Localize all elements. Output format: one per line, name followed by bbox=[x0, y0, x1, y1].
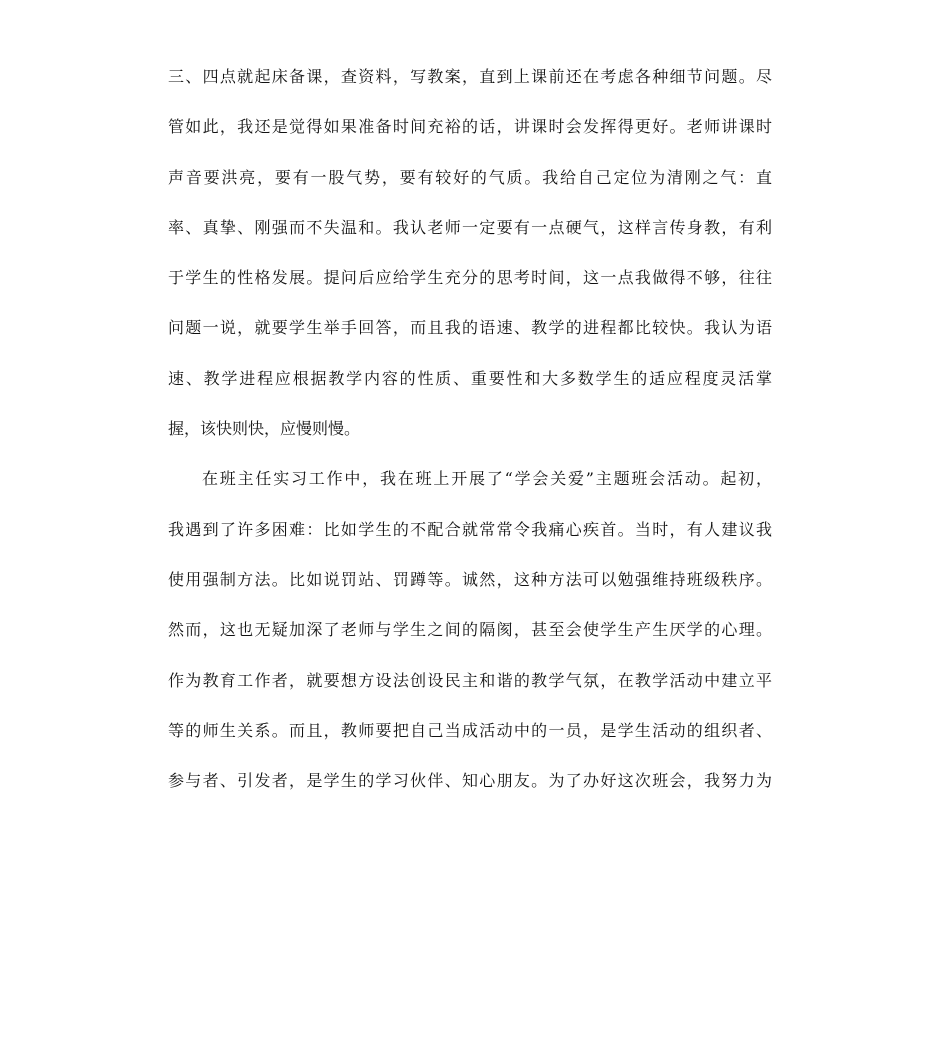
text-line: 在班主任实习工作中，我在班上开展了“学会关爱”主题班会活动。起初， bbox=[202, 469, 772, 489]
body-text bbox=[168, 60, 772, 814]
text-line: 作为教育工作者，就要想方设法创设民主和谐的教学气氛，在教学活动中建立平 bbox=[168, 670, 772, 690]
text-line: 握，该快则快，应慢则慢。 bbox=[168, 419, 361, 439]
text-line: 声音要洪亮，要有一股气势，要有较好的气质。我给自己定位为清刚之气：直 bbox=[168, 167, 772, 187]
text-line: 于学生的性格发展。提问后应给学生充分的思考时间，这一点我做得不够，往往 bbox=[168, 268, 772, 288]
text-line: 率、真挚、刚强而不失温和。我认老师一定要有一点硬气，这样言传身教，有利 bbox=[168, 217, 772, 237]
text-line: 等的师生关系。而且，教师要把自己当成活动中的一员，是学生活动的组织者、 bbox=[168, 720, 772, 740]
text-line: 参与者、引发者，是学生的学习伙伴、知心朋友。为了办好这次班会，我努力为 bbox=[168, 771, 772, 791]
text-line: 三、四点就起床备课，查资料，写教案，直到上课前还在考虑各种细节问题。尽 bbox=[168, 67, 772, 86]
text-line: 使用强制方法。比如说罚站、罚蹲等。诚然，这种方法可以勉强维持班级秩序。 bbox=[168, 569, 772, 589]
text-line: 我遇到了许多困难：比如学生的不配合就常常令我痛心疾首。当时，有人建议我 bbox=[168, 519, 772, 539]
text-line: 问题一说，就要学生举手回答，而且我的语速、教学的进程都比较快。我认为语 bbox=[168, 318, 772, 338]
text-line: 然而，这也无疑加深了老师与学生之间的隔阂，甚至会使学生产生厌学的心理。 bbox=[168, 620, 772, 640]
paragraph-2 bbox=[168, 462, 772, 814]
text-line: 管如此，我还是觉得如果准备时间充裕的话，讲课时会发挥得更好。老师讲课时 bbox=[168, 117, 772, 137]
text-line: 速、教学进程应根据教学内容的性质、重要性和大多数学生的适应程度灵活掌 bbox=[168, 368, 772, 388]
paragraph-1 bbox=[168, 60, 772, 462]
